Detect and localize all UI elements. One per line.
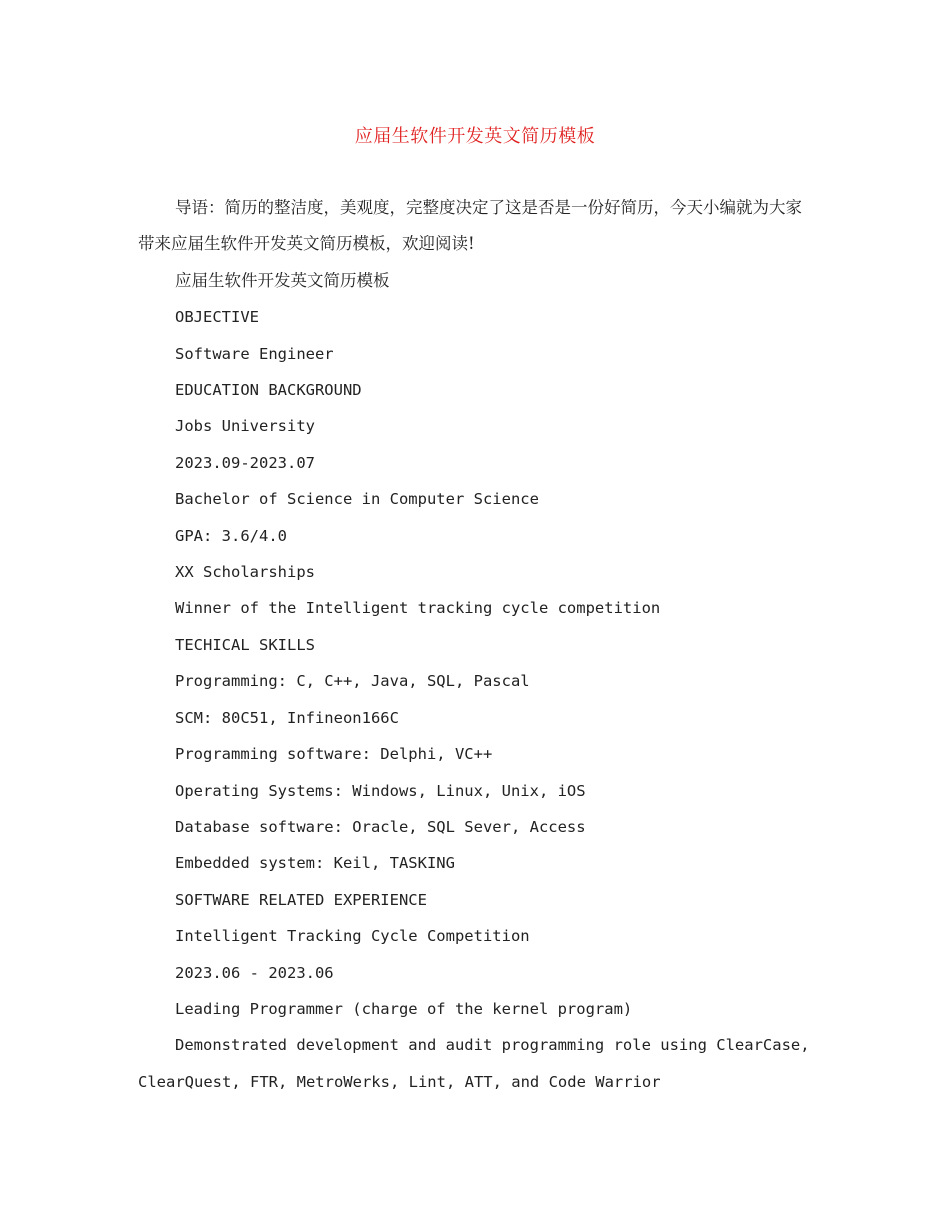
skill-scm: SCM: 80C51, Infineon166C bbox=[175, 708, 399, 727]
experience-title: Intelligent Tracking Cycle Competition bbox=[175, 927, 530, 946]
degree: Bachelor of Science in Computer Science bbox=[175, 490, 539, 509]
experience-description: Demonstrated development and audit programming role using ClearCase, ClearQuest, FTR, MetroWerks, Lint, ATT, and Code Warrior bbox=[138, 1036, 819, 1091]
scholarships: XX Scholarships bbox=[175, 563, 315, 582]
experience-role: Leading Programmer (charge of the kernel program) bbox=[175, 999, 633, 1018]
experience-dates: 2023.06 - 2023.06 bbox=[175, 963, 334, 982]
section-heading-skills: TECHICAL SKILLS bbox=[175, 635, 315, 654]
section-heading-objective: OBJECTIVE bbox=[175, 308, 259, 327]
document-title: 应届生软件开发英文简历模板 bbox=[354, 126, 596, 147]
section-heading-experience: SOFTWARE RELATED EXPERIENCE bbox=[175, 890, 427, 909]
section-heading-education: EDUCATION BACKGROUND bbox=[175, 381, 362, 400]
skill-programming-software: Programming software: Delphi, VC++ bbox=[175, 745, 493, 764]
skill-embedded: Embedded system: Keil, TASKING bbox=[175, 854, 455, 873]
gpa: GPA: 3.6/4.0 bbox=[175, 526, 287, 545]
education-dates: 2023.09-2023.07 bbox=[175, 453, 315, 472]
objective-text: Software Engineer bbox=[175, 344, 334, 363]
document-body bbox=[138, 190, 818, 1100]
skill-operating-systems: Operating Systems: Windows, Linux, Unix, iOS bbox=[175, 781, 586, 800]
resume-heading: 应届生软件开发英文简历模板 bbox=[175, 270, 390, 290]
skill-programming: Programming: C, C++, Java, SQL, Pascal bbox=[175, 672, 530, 691]
skill-database: Database software: Oracle, SQL Sever, Access bbox=[175, 817, 586, 836]
intro-paragraph: 导语：简历的整洁度，美观度，完整度决定了这是否是一份好简历，今天小编就为大家带来应届生软件开发英文简历模板，欢迎阅读! bbox=[138, 198, 802, 254]
university-name: Jobs University bbox=[175, 417, 315, 436]
award: Winner of the Intelligent tracking cycle competition bbox=[175, 599, 661, 618]
